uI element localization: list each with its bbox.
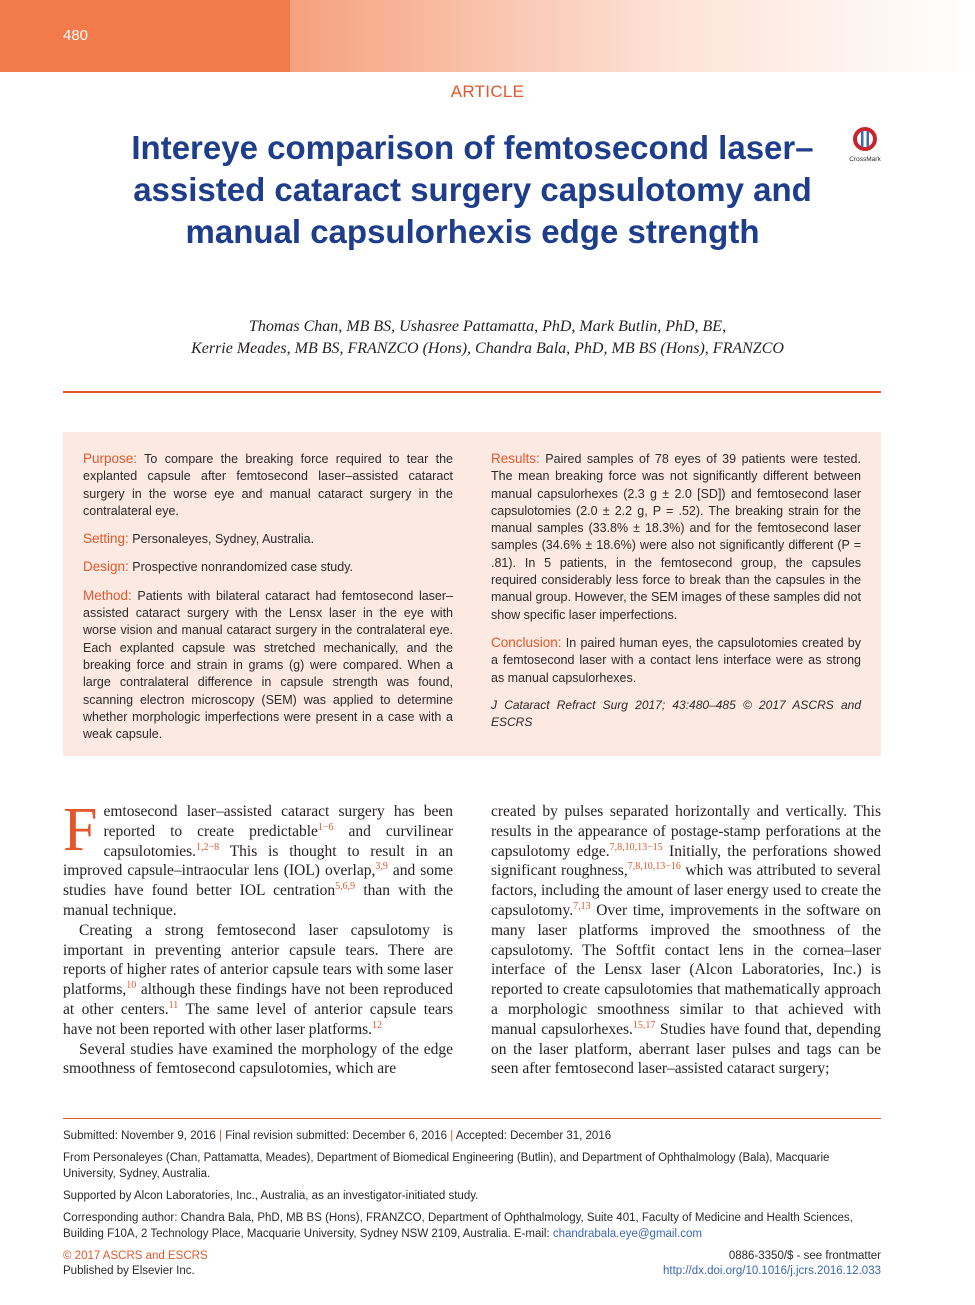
submitted-date: Submitted: November 9, 2016 [63,1130,216,1142]
issn: 0886-3350/$ - see frontmatter [728,1250,881,1262]
ref-link[interactable]: 3,9 [375,861,388,873]
header-bar [0,0,975,72]
authors-line-1: Thomas Chan, MB BS, Ushasree Pattamatta, PhD, Mark Butlin, PhD, BE, [248,318,727,335]
revised-date: Final revision submitted: December 6, 2016 [225,1130,447,1142]
crossmark-label: CrossMark [849,156,881,163]
intro-paragraph-2: Creating a strong femtosecond laser capsulotomy is important in preventing anterior capsule tears. There are reports of higher rates of anterior capsule tears with some laser platforms,$^{10}$ although these findings have not been reproduced at other centers.$^{11}$ The same level of anterior capsule tears have not been reported with other laser platforms.$^{12}$ [63,921,453,1038]
header-bar-gradient [290,0,975,72]
header-bar-accent [0,0,290,72]
method-text: Patients with bilateral cataract had femtosecond laser–assisted cataract surgery with the Lensx laser in the eye with worse vision and manual cataract surgery in the contralateral eye. Each explanted capsule was stretched mechanically, and the breaking force and strain in grams (g) were compared. When a large contralateral difference in capsule strength was found, scanning electron microscopy (SEM) was applied to determine whether morphologic imperfections were present in a case with a weak capsule. [83,588,453,742]
abstract-box [63,432,881,756]
body-right-column [491,802,881,1079]
design-text: Prospective nonrandomized case study. [132,560,353,575]
purpose-heading: Purpose: [83,451,138,466]
ref-link[interactable]: 15,17 [632,1019,656,1031]
setting-text: Personaleyes, Sydney, Australia. [132,532,315,547]
abstract-left-column [83,450,453,753]
setting-heading: Setting: [83,531,129,547]
abstract-design [83,558,453,576]
ref-link[interactable]: 7,8,10,13−15 [609,841,663,853]
abstract-setting [83,530,453,548]
abstract-right-column [491,450,861,741]
funding-note: Supported by Alcon Laboratories, Inc., Australia, as an investigator-initiated study. [63,1190,479,1202]
conclusion-heading: Conclusion: [491,634,562,650]
publisher: Published by Elsevier Inc. [63,1265,195,1277]
dates-line: Submitted: November 9, 2016 | Final revision submitted: December 6, 2016 | Accepted: December 31, 2016 [63,1130,612,1142]
intro-paragraph-3-continued: created by pulses separated horizontally and vertically. This results in the appearance of postage-stamp perforations at the capsulotomy edge.$^{7,8,10,13-15}$ Initially, the perforations showed significant roughness,$^{7,8,10,13-16}$ which was attributed to several factors, including the amount of laser energy used to create the capsulotomy.$^{7,13}$ Over time, improvements in the software on many laser platforms improved the smoothness of the capsulotomy. The Softfit contact lens in the cornea–laser interface of the Lensx laser (Alcon Laboratories, Inc.) is reported to create capsulotomies that mathematically approach a morphologic smoothness similar to that achieved with manual capsulorhexes.$^{15,17}$ Studies have found that, depending on the laser platform, aberrant laser pulses and tags can be seen after femtosecond laser–assisted cataract surgery; [491,803,881,1078]
title-divider [63,391,881,393]
intro-paragraph-3: Several studies have examined the morphology of the edge smoothness of femtosecond capsulotomies, which are [63,1040,453,1078]
ref-link[interactable]: 12 [372,1019,383,1031]
abstract-method [83,587,453,744]
crossmark-icon[interactable] [845,124,885,164]
page-number: 480 [63,27,89,44]
article-notes [63,1128,881,1248]
authors-line-2: Kerrie Meades, MB BS, FRANZCO (Hons), Chandra Bala, PhD, MB BS (Hons), FRANZCO [191,340,784,357]
abstract-conclusion [491,634,861,687]
email-link[interactable]: chandrabala.eye@gmail.com [552,1228,702,1240]
copyright: © 2017 ASCRS and ESCRS [63,1250,208,1262]
ref-link[interactable]: 7,13 [573,900,591,912]
method-heading: Method: [83,587,132,603]
affiliations: From Personaleyes (Chan, Pattamatta, Meades), Department of Biomedical Engineering (Butlin), and Department of Ophthalmology (Bala), Macquarie University, Sydney, Australia. [63,1152,830,1180]
ref-link[interactable]: 1,2−8 [196,841,220,853]
design-heading: Design: [83,559,129,575]
ref-link[interactable]: 7,8,10,13−16 [627,861,681,873]
abstract-purpose [83,450,453,520]
abstract-results [491,450,861,624]
footer-right [663,1249,881,1279]
corresponding-author: Corresponding author: Chandra Bala, PhD, MB BS (Hons), FRANZCO, Department of Ophthalmology, Suite 401, Faculty of Medicine and Health Sciences, Building F10A, 2 Technology Place, Macquarie University, Sydney NSW 2109, Australia. E-mail: chandrabala.eye@gmail.com [63,1212,853,1240]
accepted-date: Accepted: December 31, 2016 [455,1130,612,1142]
footnote-divider [63,1118,881,1119]
ref-link[interactable]: 10 [126,980,137,992]
section-label: ARTICLE [450,82,525,101]
purpose-text: To compare the breaking force required to tear the explanted capsule after femtosecond laser–assisted cataract surgery in the worse eye and manual cataract surgery in the contralateral eye. [83,452,454,518]
footer-left [63,1249,208,1279]
ref-link[interactable]: 11 [168,999,179,1011]
ref-link[interactable]: 1−6 [317,821,334,833]
conclusion-text: In paired human eyes, the capsulotomies created by a femtosecond laser with a contact lens interface were as strong as manual capsulorhexes. [491,635,861,685]
journal-citation: J Cataract Refract Surg 2017; 43:480–485 © 2017 ASCRS and ESCRS [491,697,861,730]
author-list [60,316,915,360]
intro-paragraph-1: Femtosecond laser–assisted cataract surgery has been reported to create predictable$^{1-6}$ and curvilinear capsulotomies.$^{1,2-8}$ This is thought to result in an improved capsule–intraocular lens (IOL) overlap,$^{3,9}$ and some studies have found better IOL centration$^{5,6,9}$ than with the manual technique. [63,796,454,919]
doi-link[interactable]: http://dx.doi.org/10.1016/j.jcrs.2016.12.033 [662,1265,881,1277]
ref-link[interactable]: 5,6,9 [335,881,356,893]
drop-cap: F [63,796,98,864]
results-text: Paired samples of 78 eyes of 39 patients were tested. The mean breaking force was not significantly different between manual capsulorhexes (2.3 g ± 2.0 [SD]) and femtosecond laser capsulotomies (2.0 ± 2.2 g, P = .52). The breaking strain for the manual samples (33.8% ± 18.3%) and for the femtosecond laser samples (34.6% ± 18.6%) were also not significantly different (P = .81). In 5 patients, in the femtosecond group, the capsules required considerably less force to break than the capsules in the manual group. However, the SEM images of these samples did not show specific laser imperfections. [491,452,861,622]
results-heading: Results: [491,451,540,466]
article-title: Intereye comparison of femtosecond laser–assisted cataract surgery capsulotomy and manual capsulorhexis edge strength [131,129,814,250]
body-left-column [63,796,454,1079]
